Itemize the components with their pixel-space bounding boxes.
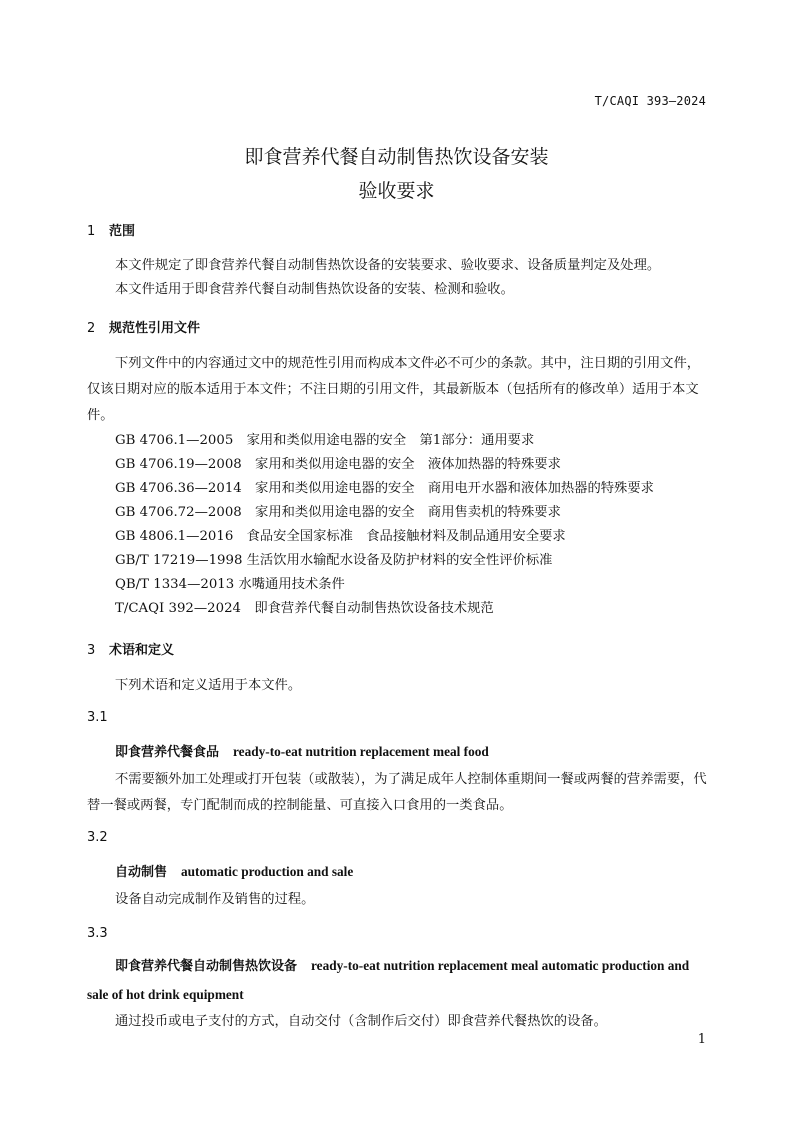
section-number: 3	[87, 643, 96, 658]
term-name-en: automatic production and sale	[181, 864, 354, 879]
reference-item: GB 4706.1—2005 家用和类似用途电器的安全 第1部分：通用要求	[115, 433, 535, 448]
term-name-zh: 自动制售	[115, 865, 168, 880]
section-heading-normative-references	[87, 317, 200, 336]
reference-item: GB 4706.36—2014 家用和类似用途电器的安全 商用电开水器和液体加热器的特殊要求	[115, 481, 654, 496]
term-heading	[115, 741, 489, 760]
reference-item: QB/T 1334—2013 水嘴通用技术条件	[115, 577, 345, 592]
reference-item: T/CAQI 392—2024 即食营养代餐自动制售热饮设备技术规范	[115, 601, 494, 616]
term-name-en: ready-to-eat nutrition replacement meal automatic production and sale of hot drink equipment	[87, 958, 690, 1002]
term-heading	[87, 952, 709, 1010]
term-name-zh: 即食营养代餐自动制售热饮设备	[115, 959, 298, 974]
scope-paragraph-1: 本文件规定了即食营养代餐自动制售热饮设备的安装要求、验收要求、设备质量判定及处理。	[115, 258, 661, 273]
term-name-en: ready-to-eat nutrition replacement meal food	[233, 744, 489, 759]
clause-number: 3.1	[87, 710, 108, 725]
document-number: T/CAQI 393—2024	[594, 94, 706, 108]
section-number: 2	[87, 321, 96, 336]
references-intro: 下列文件中的内容通过文中的规范性引用而构成本文件必不可少的条款。其中，注日期的引用文件，仅该日期对应的版本适用于本文件；不注日期的引用文件，其最新版本（包括所有的修改单）适用于本文件。	[87, 356, 701, 423]
page-number: 1	[697, 1032, 706, 1047]
term-definition: 不需要额外加工处理或打开包装（或散装），为了满足成年人控制体重期间一餐或两餐的营养需要，代替一餐或两餐，专门配制而成的控制能量、可直接入口食用的一类食品。	[87, 772, 707, 813]
terms-intro: 下列术语和定义适用于本文件。	[115, 678, 302, 693]
section-title: 范围	[109, 224, 136, 239]
section-number: 1	[87, 224, 96, 239]
reference-item: GB 4706.72—2008 家用和类似用途电器的安全 商用售卖机的特殊要求	[115, 505, 561, 520]
section-heading-scope	[87, 220, 135, 239]
term-heading	[115, 861, 353, 880]
document-title-line1: 即食营养代餐自动制售热饮设备安装	[244, 146, 549, 168]
term-definition: 设备自动完成制作及销售的过程。	[115, 892, 315, 907]
reference-item: GB/T 17219—1998 生活饮用水输配水设备及防护材料的安全性评价标准	[115, 553, 553, 568]
reference-item: GB 4706.19—2008 家用和类似用途电器的安全 液体加热器的特殊要求	[115, 457, 561, 472]
clause-number: 3.2	[87, 830, 108, 845]
reference-item: GB 4806.1—2016 食品安全国家标准 食品接触材料及制品通用安全要求	[115, 529, 566, 544]
term-name-zh: 即食营养代餐食品	[115, 745, 220, 760]
section-heading-terms	[87, 639, 174, 658]
document-title-line2: 验收要求	[358, 180, 435, 202]
scope-paragraph-2: 本文件适用于即食营养代餐自动制售热饮设备的安装、检测和验收。	[115, 282, 514, 297]
term-definition: 通过投币或电子支付的方式，自动交付（含制作后交付）即食营养代餐热饮的设备。	[115, 1014, 607, 1029]
clause-number: 3.3	[87, 926, 108, 941]
section-title: 术语和定义	[109, 643, 175, 658]
section-title: 规范性引用文件	[109, 321, 201, 336]
